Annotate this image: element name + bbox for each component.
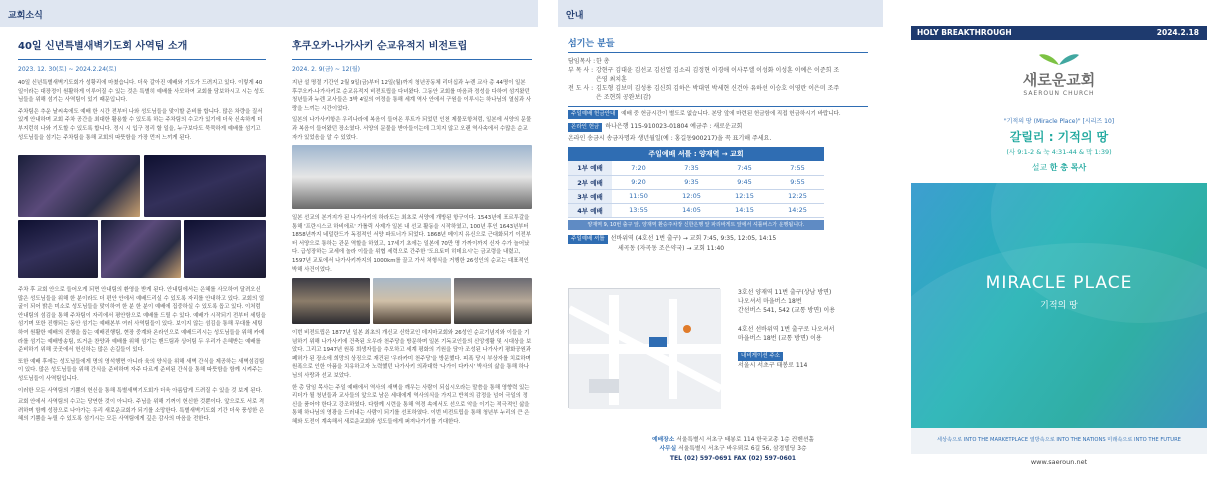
paragraph: 일본의 나가사키항은 우리나라에 복음이 들어온 루트가 되었던 인천 제물포항처럼, 일본에 서양의 문물과 복음이 들어왔던 장소였다. 서양의 문물을 받아들이는데 그치지 않고 오랜 역사속에서 수많은 순교자가 있었음을 알 수 있었다. [292, 117, 532, 141]
article-body-continued [292, 326, 532, 427]
table-row: 1부 예배 7:20 7:35 7:45 7:55 [568, 161, 824, 175]
article-body-continued [18, 283, 266, 424]
photo-worship-4 [101, 220, 181, 278]
leaf-icon [1039, 51, 1079, 65]
shuttle-line: 세곡동 (자곡동 조은약국) → 교회 11:40 [618, 244, 725, 252]
photo-worship-2 [144, 155, 266, 217]
paragraph: 주차팀은 추운 날씨속에도 예배 한 시간 전부터 나와 성도님들을 맞이할 준비를 합니다. 많은 차량을 질서 있게 안내하며 교회 주차 공간을 최대한 활용할 수 있도록 하는 주차팀의 수고가 있기에 더욱 신속하게 더 부지런히 나와 기도할 수 있도록 합니다. 정시 시 입구 정리 할 일을, 누구보다도 묵묵하게 예배를 섬기고 성도님들을 섬기는 주차팀을 통해 교회의 따뜻함을 가장 먼저 느끼게 된다. [18, 108, 263, 141]
article-date: 2023. 12. 30(토) ~ 2024.2.24(토) [18, 66, 117, 73]
photo-group [292, 145, 532, 209]
cover-header [911, 26, 1207, 40]
paragraph: 일본 선교의 본거지가 된 나가사키의 하라도는 최초로 서양에 개방된 항구이다. 1543년에 포르투갈을 통해 '프란시스코 하비에르' 가톨릭 사제가 일본 내 선교 활동을 시작하였고, 100년 후인 1643년부터 1858년까지 네덜란드가 독점적인 서양 파트너가 되었다. 1868년 메이지 유신으로 근대화되기 이전부터 서양으로 통하는 관문 역할을 하였고, 17세기 초에는 일본에 70만 명 가까이까지 신자 수가 늘어났다. 급성장하는 교세에 놀라 이들을 위협 세력으로 간주한 '도요토미 히데요시'는 금교령을 내렸고, 1597년 교토에서 나가사키까지의 1000km를 끌고 가서 처형식을 거행한 26성인의 순교는 대표적인 박해 사건이었다. [292, 215, 531, 273]
article-title: 40일 신년특별새벽기도회 사역팀 소개 [18, 36, 266, 60]
series-title: "기적의 땅 (Miracle Place)" [시리즈 10] [1003, 118, 1115, 125]
photo-worship-3 [18, 220, 98, 278]
miracle-place-band [911, 183, 1207, 428]
article-date: 2024. 2. 9(금) ~ 12(월) [292, 66, 360, 73]
paragraph: 이번 비전트립은 1877년 일본 최초의 개신교 신학교인 데지마교회와 26성인 순교기념지와 이들을 기념하기 위해 나가사키에 건축된 오우라 천주당을 방문하며 일본 기독교인들의 신앙생활 및 시대상을 보았다. 그리고 1947년 원폭 희생자들을 추모하고 세계 평화의 기원을 담아 조성된 나가사키 평화공원과 폐허가 된 장소에 희망의 상징으로 재건된 '우라카미 천주당'을 방문했다. 피폭 당시 부상자를 치료하며 원폭으로 인한 아픔을 치유하고자 노력했던 나가사키 의과대학 '나가이 다카시' 박사의 삶을 통해 하나님의 사랑과 선교 보았다. [292, 330, 532, 379]
article-body [18, 79, 266, 142]
service-row: 전 도 사 : 김도형 김보미 김성용 김신희 김하은 박대연 박세현 신건아 유하선 이승호 이영란 이은미 조주은 조현희 공완보(감) [568, 85, 840, 101]
article-body [292, 79, 532, 142]
directions [738, 288, 878, 370]
table-row: 2부 예배 9:20 9:35 9:45 9:55 [568, 175, 824, 189]
header-bar-left [0, 0, 538, 27]
shuttle-line: 주일예배 셔틀 선바위역 (4호선 1번 출구) → 교회 7:45, 9:35, 12:05, 14:15 [568, 234, 868, 244]
header-bar-right [558, 0, 883, 27]
photo-worship-5 [184, 220, 266, 278]
online-offering: 온라인 헌금 하나은행 115-910023-01804 예금주 : 새로운교회 [568, 122, 868, 132]
cover-footer [911, 428, 1207, 454]
schedule-note: 양재역 9, 10번 출구 앞, 양재역 환승주차장 신한은행 앞 파리바게트 앞에서 셔틀버스가 운행됩니다. [568, 220, 824, 230]
cover-panel [898, 0, 1220, 478]
photo-trip-2 [373, 278, 451, 324]
photo-worship-1 [18, 155, 140, 217]
phone-fax: TEL (02) 597-0691 FAX (02) 597-0601 [669, 455, 797, 462]
issue-date: 2024.2.18 [1156, 28, 1199, 37]
church-name-en: SAEROUN CHURCH [1023, 90, 1095, 97]
paragraph: 지난 설 명절 기간인 2월 9일(금)부터 12일(월)까지 청년공동체 리더십과 누렌 교사 총 44명이 일본 후쿠오카-나가사키로 순교유적지 비전트립을 다녀왔다. 그동안 교회를 마음과 정성을 다하여 섬겨왔던 청년들과 누렌 교사들은 3박 4일의 여정을 통해 세계 역사 안에서 구원을 이루시는 하나님의 열심과 사랑을 느끼는 시간이었다. [292, 80, 532, 112]
theme-title-en: MIRACLE PLACE [985, 273, 1133, 293]
sermon-title: 갈릴리 : 기적의 땅 [1009, 130, 1109, 144]
address-block: 예배장소 서울특별시 서초구 태봉로 114 한국교총 1층 컨벤션홀 사무실 서울특별시 서초구 바우뫼로 6길 56, 삼경빌딩 3층 TEL (02) 597-0691 FAX (02) 597-0601 [598, 436, 868, 463]
church-name-kr: 새로운교회 [1022, 71, 1096, 89]
info-column [568, 36, 868, 253]
direction-line: 나오셔서 마을버스 18번 [738, 298, 802, 305]
photo-trip-1 [292, 278, 370, 324]
article-vision-trip [292, 36, 532, 142]
paragraph: 40일 신년특별새벽기도회가 성황리에 마쳤습니다. 더욱 갈아진 예배와 기도가 드려지고 있다. 이렇게 40일이라는 대장정이 원활하게 이루어질 수 있는 것은 특별히 예배를 사모하여 교회를 담보하시고 시는 성도님들을 위해 섬기는 사역팀이 있기 때문입니다. [18, 80, 265, 104]
table-row: 3부 예배 11:50 12:05 12:15 12:25 [568, 189, 824, 203]
shuttle-table [568, 161, 824, 218]
schedule-title: 주일예배 셔틀 : 양재역 → 교회 [568, 147, 824, 161]
church-logo [898, 50, 1220, 97]
scripture: (사 9:1-2 & 눅 4:31-44 & 막 1:39) [1006, 148, 1112, 156]
nav-tag: 내비게이션 주소 [738, 352, 783, 361]
location-map [568, 288, 720, 408]
section-title-news: 교회소식 [8, 11, 43, 21]
theme-title-kr: 기적의 땅 [1040, 301, 1078, 311]
offering-info: 주일예배 헌금안내 예배 중 헌금시간이 별도로 없습니다. 본당 앞에 마련된 헌금함에 직접 헌금하시기 바랍니다. [568, 110, 868, 119]
direction-line: 간선버스 541, 542 (교통 방면) 이용 [738, 307, 835, 314]
service-list [568, 57, 868, 102]
sermon-block: "기적의 땅 (Miracle Place)" [시리즈 10] 갈릴리 : 기적의 땅 (사 9:1-2 & 눅 4:31-44 & 막 1:39) 설교 한 총 목사 [898, 116, 1220, 173]
paragraph: 주차 후 교회 안으로 들어오게 되면 안내팀의 환영을 받게 된다. 안내팀에서는 은혜를 사모하여 달려오신 많은 성도님들을 위해 한 분이라도 더 편안 안에서 예배드리실 수 있도록 자리를 안내하고 있다. 교회의 얼굴이 되어 밝은 미소로 성도님들을 맞이하여 한 분 한 분이 예배에 집중하실 수 있도록 돕고 있다. 이처럼 안내팀의 섬김을 통해 주차팀이 자리에서 평안함으로 예배를 드릴 수 있다. 예배가 시작되기 전부터 세팅을 섬기며 또한 진행되는 동안 섬기는 예배본부 여러 사역팀들이 있다. 보이지 않는 섬김을 통해 무대를 세팅하여 원활한 예배의 진행을 돕는 예배진행팀, 현장 중계와 온라인으로 예배드리시는 성도님들을 위해 카메라를 섬기는 예배방송팀, 뜨거운 찬양과 예배를 위해 섬기는 밴드팀과 싱어팀 두 우리가 은혜받는 예배를 준비하기 위해 곳곳에서 헌신하는 많은 손길들이 있다. [18, 287, 266, 354]
paragraph: 교회 안에서 사역팀의 수고는 당연한 것이 아니다. 주님을 위해 기꺼이 헌신한 것뿐이다. 앞으로도 서로 격려하며 함께 성장으로 나아가는 우리 새로운교회가 되기를 소망한다. 특별새벽기도회 기간 더욱 풍성한 은혜의 기쁨을 누릴 수 있도록 섬기시는 모든 사역팀에게 깊은 감사의 마음을 전한다. [18, 399, 265, 423]
direction-line: 4호선 선바위역 1번 출구로 나오셔서 [738, 326, 835, 333]
direction-line: 마을버스 18번 (교통 방면) 이용 [738, 335, 822, 342]
table-row: 4부 예배 13:55 14:05 14:15 14:25 [568, 203, 824, 217]
section-title-info: 안내 [566, 11, 584, 21]
article-body-continued [292, 211, 532, 274]
paragraph: 또한 예배 후에는 성도님들에게 명의 영석행면 아니라 육의 양식을 위해 새벽 간식을 제공하는 새벽섬김팀이 있다. 많은 성도님들을 위해 간식을 준비하며 자주 다르게 준비된 간식을 통해 따뜻함을 함께 시켜주는 성도님들이 사역팀입니다. [18, 358, 265, 382]
service-row: 담임목사 : 한 총 [568, 58, 610, 65]
online-note: 온라인 송금시 송금자명과 생년월일(예 : 홍길동900217)을 꼭 표기해 주세요. [568, 135, 772, 142]
article-prayer [18, 36, 266, 142]
paragraph: 한 총 담임 목사는 주일 예배에서 역사의 새벽을 깨우는 사람이 되십시오라는 말씀을 통해 영향력 있는 리더가 될 청년들과 교사들의 앞으로 남은 세대에게 역사의식을 가지고 반칙의 감정을 넘어 극일의 정신을 품어야 한다고 강조하였다. 다함께 시련을 통해 역경 속에서도 선으로 악을 이기는 적극적인 삶을 통해 하나님의 영광을 드러내는 사람이 되기를 선포하였다. 이번 비전트립을 통해 청년부 누리의 큰 은혜와 도전이 계속해서 새로운교회와 성도들에게 퍼져나가기를 기대한다. [292, 384, 530, 425]
map-graphic [569, 289, 721, 409]
brand-text: HOLY BREAKTHROUGH [917, 28, 1012, 37]
paragraph: 이러한 모든 사역팀의 기쁨의 헌신을 통해 특별새벽기도회가 더욱 아름답게 드려질 수 있을 것 보게 된다. [18, 387, 263, 394]
article-title: 후쿠오카-나가사키 순교유적지 비전트립 [292, 36, 532, 60]
website: www.saeroun.net [1030, 458, 1088, 466]
motto: 세상속으로 INTO THE MARKETPLACE 열방속으로 INTO THE NATIONS 미래속으로 INTO THE FUTURE [937, 437, 1181, 443]
service-title: 섬기는 분들 [568, 39, 615, 49]
service-row: 부 목 사 : 강현구 김대윤 김선교 김선열 김소리 김정현 이경애 이사무엘 이성화 이성훈 이예은 이준희 조은영 최치훈 [568, 67, 840, 83]
nav-address: 서울시 서초구 태봉로 114 [738, 362, 808, 369]
photo-trip-3 [454, 278, 532, 324]
direction-line: 3호선 양재역 11번 출구(상남 방면) [738, 289, 832, 296]
preacher: 한 총 목사 [1049, 163, 1087, 172]
